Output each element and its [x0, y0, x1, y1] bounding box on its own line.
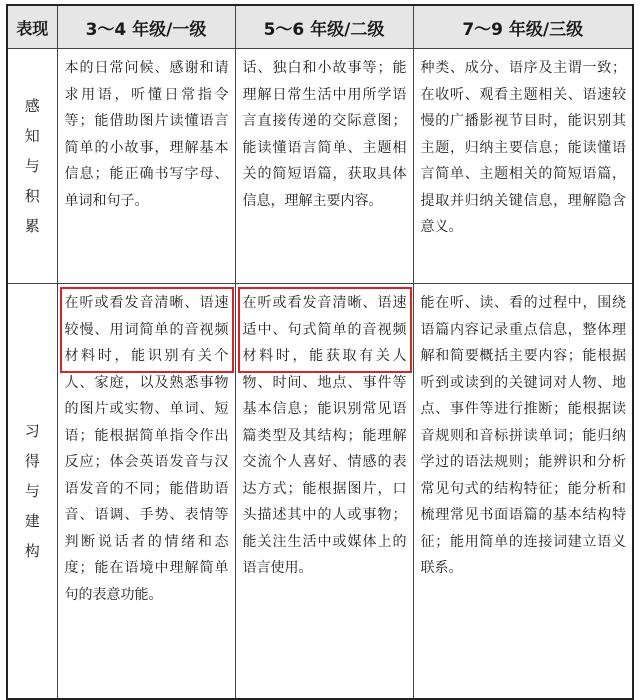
cell-text: 在听或看发音清晰、语速较慢、用词简单的音视频材料时，能识别有关个人、家庭，以及熟悉事物的图片或实物、单词、短语；能根据简单指令作出反应；体会英语发音与汉语发音的不同；能借助语音、语调、手势、表情等判断说话者的情绪和态度；能在语境中理解简单句的表意功能。: [64, 295, 229, 603]
cell-text: 在听或看发音清晰、语速适中、句式简单的音视频材料时，能获取有关人物、时间、地点、事件等基本信息；能识别常见语篇类型及其结构；能理解交流个人喜好、情感的表达方式；能根据图片，口头描述其中的人或事物；能关注生活中或媒体上的语言使用。: [242, 295, 407, 576]
row-label-char: 知: [24, 127, 40, 145]
row-label-char: 建: [24, 512, 40, 530]
row-label-acquisition: [7, 284, 57, 700]
header-level-3: 7～9 年级/三级: [413, 5, 633, 49]
table-cell: 种类、成分、语序及主谓一致；在收听、观看主题相关、语速较慢的广播影视节目时，能识别其主题，归纳主要信息；能读懂语言简单、主题相关的简短语篇，提取并归纳关键信息，理解隐含意义。: [413, 49, 633, 284]
table-cell: [57, 284, 235, 700]
row-label-char: 与: [24, 157, 40, 175]
row-label-char: 构: [24, 542, 40, 560]
header-dimension: 表现: [7, 5, 57, 49]
curriculum-standards-table: [6, 4, 634, 700]
row-label-char: 感: [24, 97, 40, 115]
table-row: [7, 284, 633, 700]
row-label-perception: [7, 49, 57, 284]
header-level-1: 3～4 年级/一级: [57, 5, 235, 49]
table-cell: 本的日常问候、感谢和请求用语，听懂日常指令等；能借助图片读懂语言简单的小故事，理解基本信息；能正确书写字母、单词和句子。: [57, 49, 235, 284]
header-row: [7, 5, 633, 49]
row-label-char: 累: [24, 217, 40, 235]
table-row: [7, 49, 633, 284]
header-level-2: 5～6 年级/二级: [235, 5, 413, 49]
row-label-char: 得: [24, 452, 40, 470]
row-label-char: 积: [24, 187, 40, 205]
row-label-char: 与: [24, 482, 40, 500]
table-cell: 能在听、读、看的过程中，围绕语篇内容记录重点信息，整体理解和简要概括主要内容；能根据听到或读到的关键词对人物、地点、事件等进行推断；能根据读音规则和音标拼读单词；能归纳学过的语法规则；能辨识和分析常见句式的结构特征；能分析和梳理常见书面语篇的基本结构特征；能用简单的连接词建立语义联系。: [413, 284, 633, 700]
table-cell: [235, 284, 413, 700]
table-cell: 话、独白和小故事等；能理解日常生活中用所学语言直接传递的交际意图；能读懂语言简单、主题相关的简短语篇，获取具体信息，理解主要内容。: [235, 49, 413, 284]
row-label-char: 习: [24, 422, 40, 440]
